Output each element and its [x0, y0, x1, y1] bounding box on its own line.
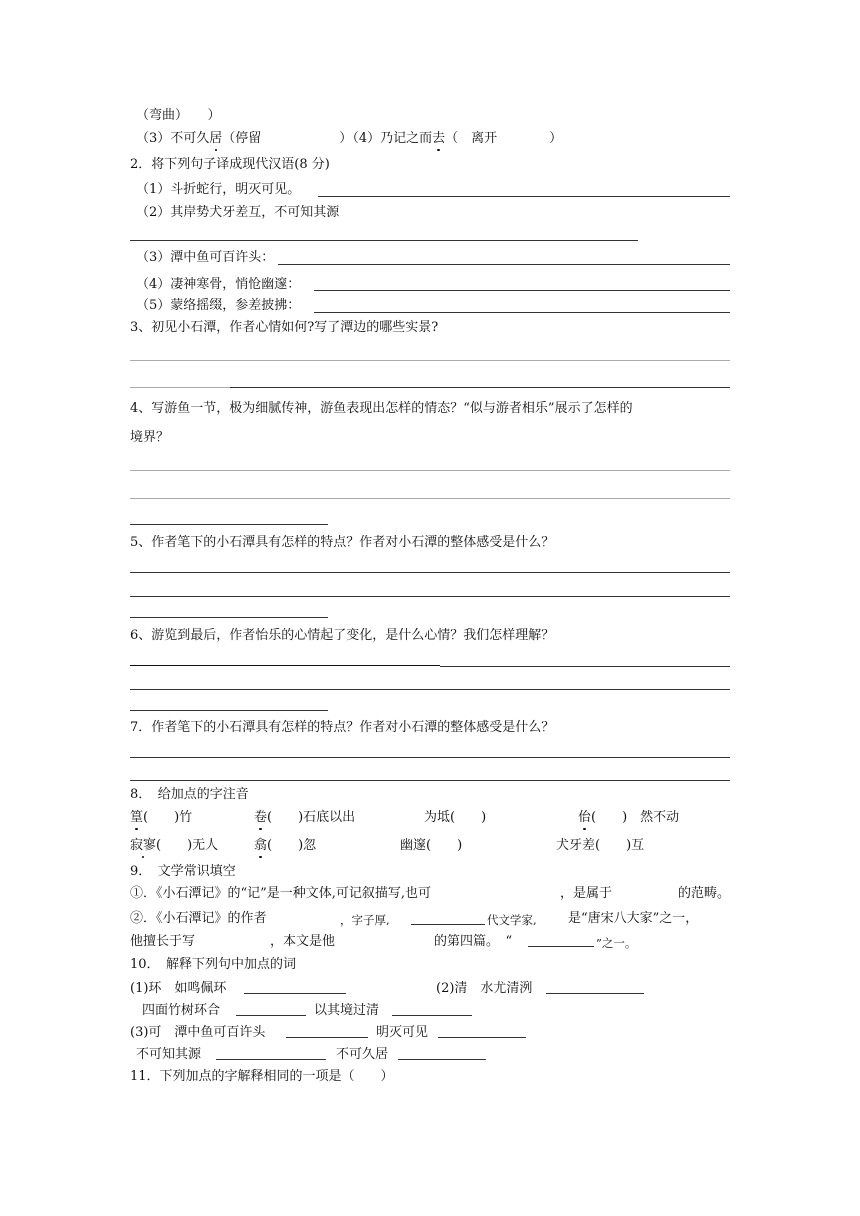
- q2-item-2: （2）其岸势犬牙差互，不可知其源: [136, 205, 340, 220]
- question-3: 3、初见小石潭，作者心情如何?写了潭边的哪些实景?: [130, 320, 439, 335]
- question-4: 4、写游鱼一节，极为细腻传神，游鱼表现出怎样的情态？“似与游者相乐”展示了怎样的: [130, 401, 633, 416]
- question-11: 11．下列加点的字解释相同的一项是（ ）: [130, 1069, 394, 1084]
- q10-item-4: 不可知其源: [136, 1047, 202, 1062]
- answer-line[interactable]: [130, 498, 730, 499]
- answer-line[interactable]: [130, 524, 328, 525]
- question-10: 10． 解释下列句中加点的词: [130, 957, 297, 972]
- q2-item-5: （5）蒙络摇缀，参差披拂：: [136, 298, 301, 313]
- question-5: 5、作者笔下的小石潭具有怎样的特点？作者对小石潭的整体感受是什么？: [130, 535, 555, 550]
- q9-item-2c: 代文学家,: [487, 913, 537, 927]
- answer-line[interactable]: [440, 666, 730, 667]
- pinyin-item: 佁( ) 然不动: [578, 810, 680, 825]
- q9-item-2b: ，字子厚,: [340, 913, 390, 927]
- pinyin-item: 犬牙差( )互: [556, 838, 645, 853]
- q10-item-3: (3)可 潭中鱼可百许头: [130, 1025, 266, 1040]
- q9-item-1b: ，是属于: [560, 886, 613, 901]
- pinyin-item: 翕( )忽: [254, 838, 317, 853]
- blank-line[interactable]: [216, 1059, 326, 1060]
- answer-line[interactable]: [314, 290, 730, 291]
- blank-line[interactable]: [392, 1015, 472, 1016]
- q9-item-3b: ，本文是他: [270, 934, 336, 949]
- answer-line[interactable]: [130, 780, 730, 781]
- question-8: 8． 给加点的字注音: [130, 787, 249, 802]
- answer-line[interactable]: [130, 757, 730, 758]
- question-2: 2．将下列句子译成现代汉语(8 分): [130, 157, 330, 172]
- answer-line[interactable]: [314, 312, 730, 313]
- answer-line[interactable]: [230, 387, 730, 388]
- answer-line[interactable]: [278, 264, 730, 265]
- pinyin-row-1: 篁( )竹: [130, 810, 193, 825]
- pinyin-item: 卷( )石底以出: [254, 810, 356, 825]
- answer-line[interactable]: [318, 196, 730, 197]
- blank-line[interactable]: [528, 946, 594, 947]
- question-7: 7．作者笔下的小石潭具有怎样的特点？作者对小石潭的整体感受是什么？: [130, 720, 555, 735]
- q10-item-2: 四面竹树环合: [142, 1003, 221, 1018]
- blank-line[interactable]: [244, 993, 346, 994]
- blank-line[interactable]: [286, 1037, 368, 1038]
- pinyin-item: 幽邃( ): [400, 838, 463, 853]
- answer-line[interactable]: [130, 689, 730, 690]
- answer-line[interactable]: [130, 665, 440, 666]
- q10-item-3b: 明灭可见: [376, 1025, 429, 1040]
- blank-line[interactable]: [236, 1015, 306, 1016]
- answer-line[interactable]: [130, 360, 730, 361]
- q9-item-1c: 的范畴。: [678, 886, 731, 901]
- q2-item-3: （3）潭中鱼可百许头：: [136, 250, 275, 265]
- blank-line[interactable]: [546, 993, 644, 994]
- pinyin-item: 为坻( ): [424, 810, 487, 825]
- q9-item-2d: 是“唐宋八大家”之一，: [568, 911, 699, 926]
- answer-line[interactable]: [130, 240, 638, 241]
- q9-item-3c: 的第四篇。 “: [434, 934, 513, 949]
- blank-line[interactable]: [438, 1037, 526, 1038]
- q10-item-1b: (2)清 水尤清洌: [436, 981, 533, 996]
- q10-item-2b: 以其境过清: [314, 1003, 380, 1018]
- q9-item-3: 他擅长于写: [130, 934, 196, 949]
- blank-line[interactable]: [398, 1059, 486, 1060]
- question-4-cont: 境界？: [130, 430, 170, 445]
- answer-line[interactable]: [130, 387, 230, 388]
- q9-item-3d: ”之一。: [596, 936, 637, 950]
- blank-line[interactable]: [411, 924, 485, 925]
- answer-line[interactable]: [130, 572, 730, 573]
- item-3-4: （3）不可久居（停留 ）（4）乃记之而去（ 离开 ）: [136, 131, 563, 146]
- answer-line[interactable]: [130, 710, 328, 711]
- q10-item-1: (1)环 如鸣佩环: [130, 981, 227, 996]
- question-9: 9． 文学常识填空: [130, 864, 236, 879]
- question-6: 6、游览到最后，作者怡乐的心情起了变化，是什么心情？我们怎样理解？: [130, 628, 555, 643]
- q2-item-4: （4）凄神寒骨，悄怆幽邃：: [136, 277, 301, 292]
- answer-line[interactable]: [130, 470, 730, 471]
- q9-item-2: ②．《小石潭记》的作者: [130, 911, 267, 926]
- answer-line[interactable]: [130, 617, 328, 618]
- answer-bend: （弯曲） ）: [136, 108, 221, 123]
- answer-line[interactable]: [130, 596, 730, 597]
- q9-item-1: ①．《小石潭记》的“记”是一种文体,可记叙描写,也可: [130, 886, 432, 901]
- pinyin-row-2: 寂寥( )无人: [130, 838, 219, 853]
- q10-item-4b: 不可久居: [336, 1047, 389, 1062]
- q2-item-1: （1）斗折蛇行，明灭可见。: [136, 182, 301, 197]
